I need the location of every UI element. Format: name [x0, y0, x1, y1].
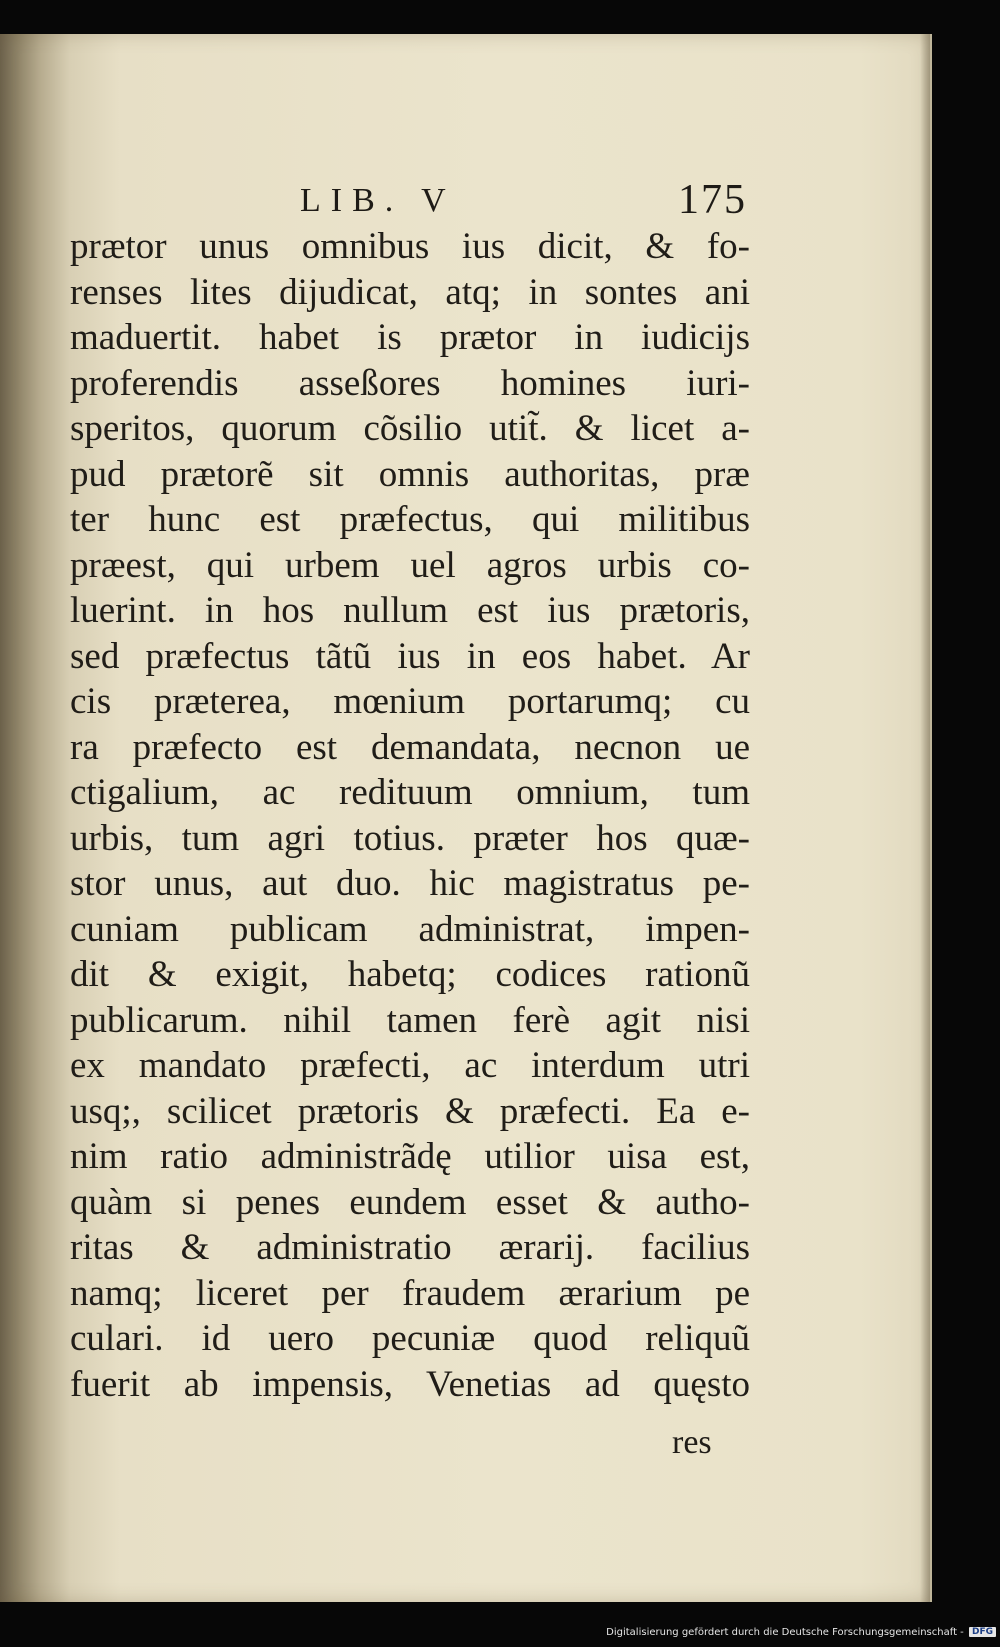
text-line: quàm si penes eundem esset & autho- — [70, 1181, 750, 1223]
dfg-logo: DFG — [969, 1627, 996, 1637]
text-line: sed præfectus tãtũ ius in eos habet. Ar — [70, 635, 750, 677]
running-head-title: LIB. V — [300, 182, 456, 219]
text-line: renses lites dijudicat, atq; in sontes ani — [70, 271, 750, 313]
text-line: ritas & administratio ærarij. facilius — [70, 1227, 750, 1268]
catchword: res — [672, 1424, 712, 1461]
running-head — [0, 154, 930, 223]
text-line: proferendis asseßores homines iuri- — [70, 362, 750, 404]
text-line: cuniam publicam administrat, impen- — [70, 908, 750, 950]
text-line: maduertit. habet is prætor in iudicijs — [70, 317, 750, 358]
text-line: ctigalium, ac redituum omnium, tum — [70, 772, 750, 813]
text-line: stor unus, aut duo. hic magistratus pe- — [70, 863, 750, 904]
text-line: culari. id uero pecuniæ quod reliquũ — [70, 1318, 750, 1359]
text-line: speritos, quorum cõsilio utit̃. & licet a- — [70, 408, 750, 449]
text-line: fuerit ab impensis, Venetias ad quęsto — [70, 1363, 750, 1405]
text-line: urbis, tum agri totius. præter hos quæ- — [70, 817, 750, 859]
text-line: ex mandato præfecti, ac interdum utri — [70, 1045, 750, 1086]
text-line: luerint. in hos nullum est ius prætoris, — [70, 590, 750, 631]
text-line: prætor unus omnibus ius dicit, & fo- — [70, 226, 750, 267]
text-line: nim ratio administrãdę utilior uisa est, — [70, 1136, 750, 1177]
text-line: namq; liceret per fraudem ærarium pe — [70, 1272, 750, 1314]
digitization-credit — [600, 1627, 996, 1643]
text-line: pud prætorẽ sit omnis authoritas, præ — [70, 453, 750, 495]
credit-text: Digitalisierung gefördert durch die Deutsche Forschungsgemeinschaft - — [606, 1627, 964, 1638]
text-line: usq;, scilicet prætoris & præfecti. Ea e- — [70, 1090, 750, 1132]
text-line: præest, qui urbem uel agros urbis co- — [70, 544, 750, 586]
book-page — [0, 34, 932, 1602]
text-line: cis præterea, mœnium portarumq; cu — [70, 681, 750, 722]
text-line: dit & exigit, habetq; codices rationũ — [70, 954, 750, 995]
text-line: ter hunc est præfectus, qui militibus — [70, 499, 750, 540]
text-line: publicarum. nihil tamen ferè agit nisi — [70, 999, 750, 1041]
page-number: 175 — [678, 177, 747, 223]
body-text — [70, 224, 760, 1407]
text-line: ra præfecto est demandata, necnon ue — [70, 726, 750, 768]
